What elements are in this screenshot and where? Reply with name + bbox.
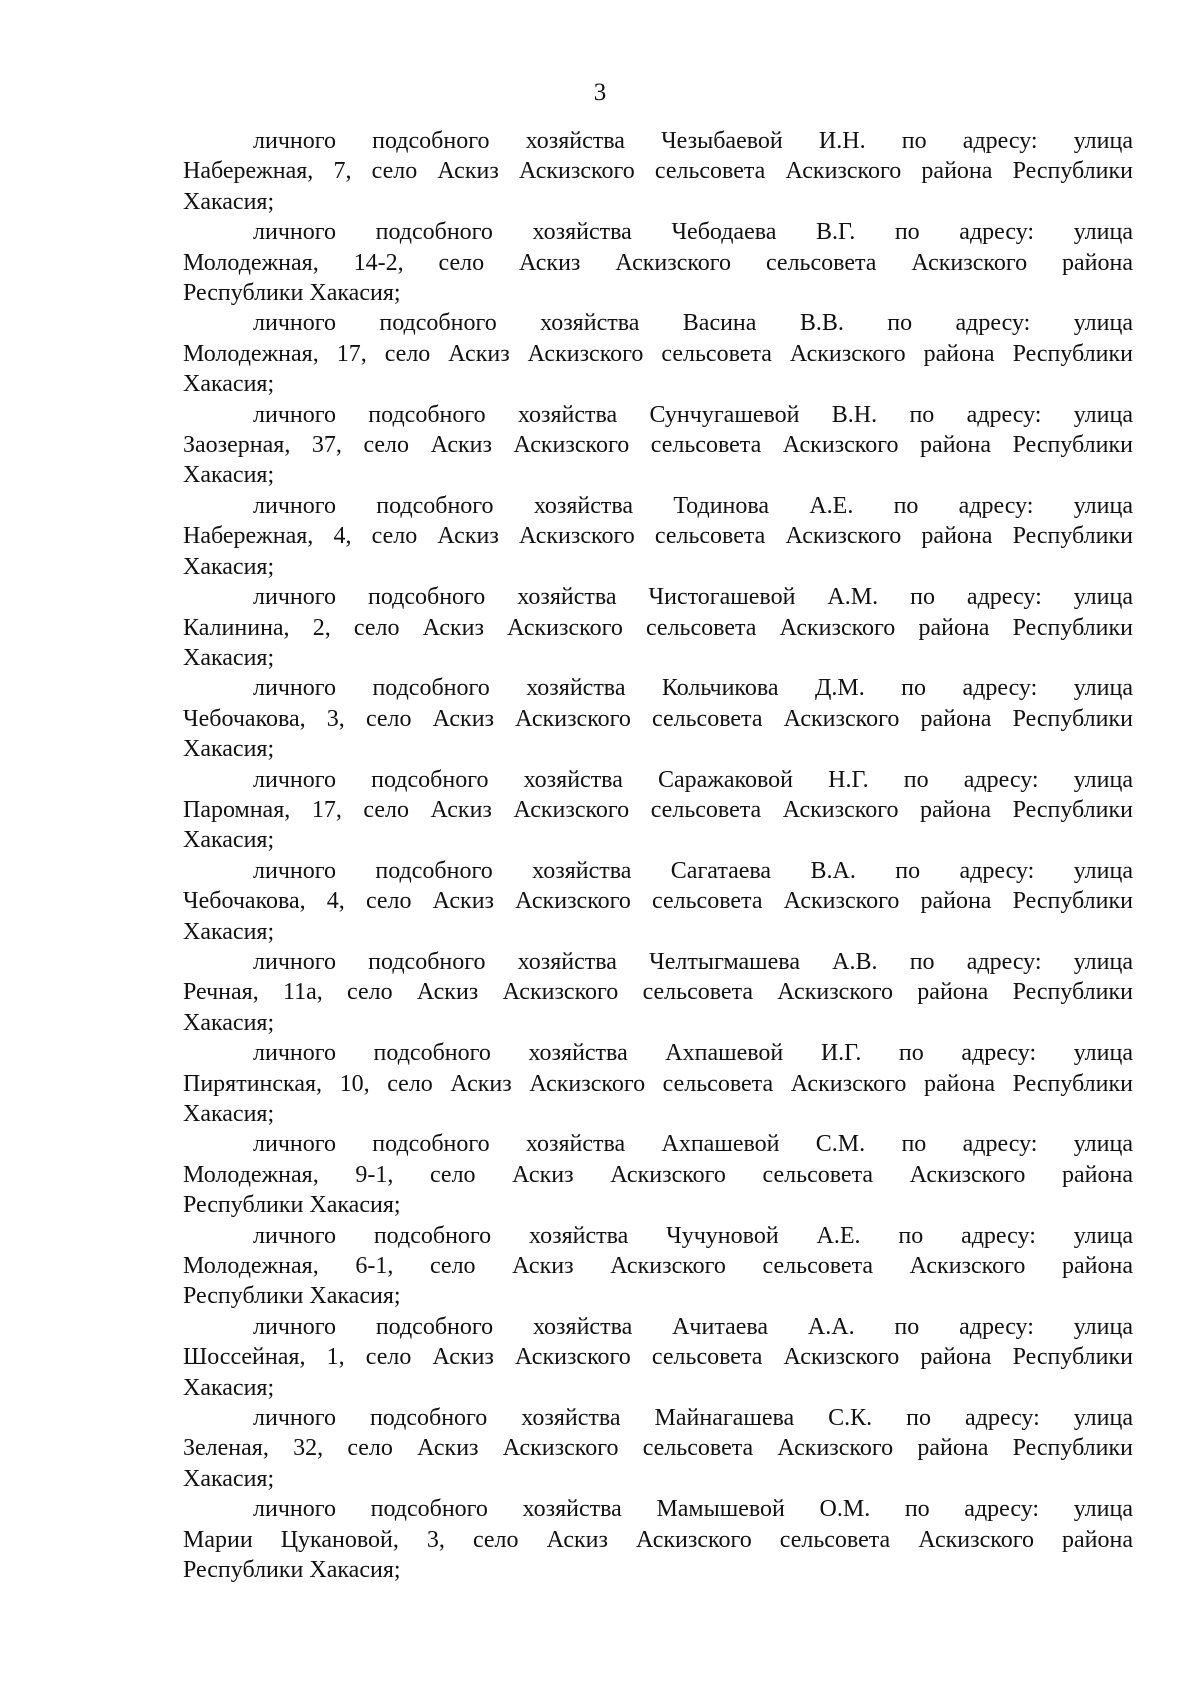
entry-line: Молодежная, 14-2, село Аскиз Аскизского сельсовета Аскизского района: [183, 249, 1133, 276]
entry-line: Хакасия;: [183, 644, 275, 671]
entry-line: Хакасия;: [183, 1101, 275, 1127]
entry-line: Речная, 11а, село Аскиз Аскизского сельсовета Аскизского района Республики: [183, 979, 1133, 1006]
entry-line: личного подсобного хозяйства Ахпашевой И.Г. по адресу: улица: [253, 1040, 1133, 1067]
entry-line: личного подсобного хозяйства Чезыбаевой И.Н. по адресу: улица: [253, 128, 1133, 154]
list-item: [183, 308, 1133, 399]
entry-line: Пирятинская, 10, село Аскиз Аскизского сельсовета Аскизского района Республики: [183, 1070, 1133, 1097]
entry-line: личного подсобного хозяйства Чебодаева В.Г. по адресу: улица: [253, 219, 1133, 246]
list-item: [183, 1494, 1133, 1585]
entry-line: Хакасия;: [183, 1465, 275, 1492]
list-item: [183, 1129, 1133, 1220]
list-item: [183, 1312, 1133, 1403]
entry-line: Хакасия;: [183, 1009, 275, 1036]
list-item: [183, 126, 1133, 217]
entry-line: личного подсобного хозяйства Тодинова А.Е. по адресу: улица: [253, 492, 1133, 519]
list-item: [183, 491, 1133, 582]
document-body: [183, 126, 1133, 1586]
entry-line: Хакасия;: [183, 736, 275, 763]
entry-line: Хакасия;: [183, 188, 275, 215]
entry-line: Набережная, 4, село Аскиз Аскизского сельсовета Аскизского района Республики: [183, 523, 1133, 550]
entry-line: Республики Хакасия;: [183, 280, 401, 307]
list-item: [183, 1221, 1133, 1312]
entry-line: Хакасия;: [183, 827, 275, 854]
entry-line: Хакасия;: [183, 1374, 275, 1401]
list-item: [183, 856, 1133, 947]
entry-line: Паромная, 17, село Аскиз Аскизского сельсовета Аскизского района Республики: [183, 796, 1133, 823]
entry-line: Республики Хакасия;: [183, 1557, 401, 1584]
entry-line: Республики Хакасия;: [183, 1283, 401, 1310]
list-item: [183, 400, 1133, 491]
entry-line: личного подсобного хозяйства Сунчугашевой В.Н. по адресу: улица: [253, 401, 1133, 428]
entry-line: Зеленая, 32, село Аскиз Аскизского сельсовета Аскизского района Республики: [183, 1435, 1133, 1462]
entry-line: Марии Цукановой, 3, село Аскиз Аскизского сельсовета Аскизского района: [183, 1526, 1133, 1553]
page-number: 3: [593, 79, 607, 106]
list-item: [183, 1038, 1133, 1129]
entry-line: личного подсобного хозяйства Чистогашевой А.М. по адресу: улица: [253, 584, 1133, 611]
entry-line: личного подсобного хозяйства Ахпашевой С.М. по адресу: улица: [253, 1131, 1133, 1158]
list-item: [183, 1403, 1133, 1494]
entry-line: личного подсобного хозяйства Чучуновой А.Е. по адресу: улица: [253, 1222, 1133, 1249]
entry-line: личного подсобного хозяйства Челтыгмашева А.В. по адресу: улица: [253, 948, 1133, 975]
entry-line: Хакасия;: [183, 462, 275, 489]
entry-line: личного подсобного хозяйства Майнагашева С.К. по адресу: улица: [253, 1405, 1133, 1432]
entry-line: личного подсобного хозяйства Сагатаева В.А. по адресу: улица: [253, 857, 1133, 884]
entry-line: Молодежная, 6-1, село Аскиз Аскизского сельсовета Аскизского района: [183, 1253, 1133, 1280]
entry-line: личного подсобного хозяйства Васина В.В. по адресу: улица: [253, 310, 1133, 337]
entry-line: личного подсобного хозяйства Ачитаева А.А. по адресу: улица: [253, 1313, 1133, 1340]
entry-line: Молодежная, 17, село Аскиз Аскизского сельсовета Аскизского района Республики: [183, 340, 1133, 367]
entry-line: Калинина, 2, село Аскиз Аскизского сельсовета Аскизского района Республики: [183, 614, 1133, 641]
entry-line: личного подсобного хозяйства Саражаковой Н.Г. по адресу: улица: [253, 766, 1133, 793]
entry-line: Шоссейная, 1, село Аскиз Аскизского сельсовета Аскизского района Республики: [183, 1344, 1133, 1371]
list-item: [183, 947, 1133, 1038]
list-item: [183, 765, 1133, 856]
entry-line: личного подсобного хозяйства Мамышевой О.М. по адресу: улица: [253, 1496, 1133, 1523]
list-item: [183, 217, 1133, 308]
list-item: [183, 582, 1133, 673]
entry-line: Молодежная, 9-1, село Аскиз Аскизского сельсовета Аскизского района: [183, 1161, 1133, 1188]
entry-line: Чебочакова, 4, село Аскиз Аскизского сельсовета Аскизского района Республики: [183, 888, 1133, 915]
entry-line: Хакасия;: [183, 553, 275, 580]
list-item: [183, 673, 1133, 764]
entry-line: Набережная, 7, село Аскиз Аскизского сельсовета Аскизского района Республики: [183, 158, 1133, 185]
entry-line: Хакасия;: [183, 371, 275, 398]
entry-line: Чебочакова, 3, село Аскиз Аскизского сельсовета Аскизского района Республики: [183, 705, 1133, 732]
entry-line: Республики Хакасия;: [183, 1192, 401, 1219]
entry-line: Хакасия;: [183, 918, 275, 945]
entry-line: личного подсобного хозяйства Кольчикова Д.М. по адресу: улица: [253, 675, 1133, 702]
entry-line: Заозерная, 37, село Аскиз Аскизского сельсовета Аскизского района Республики: [183, 432, 1133, 459]
